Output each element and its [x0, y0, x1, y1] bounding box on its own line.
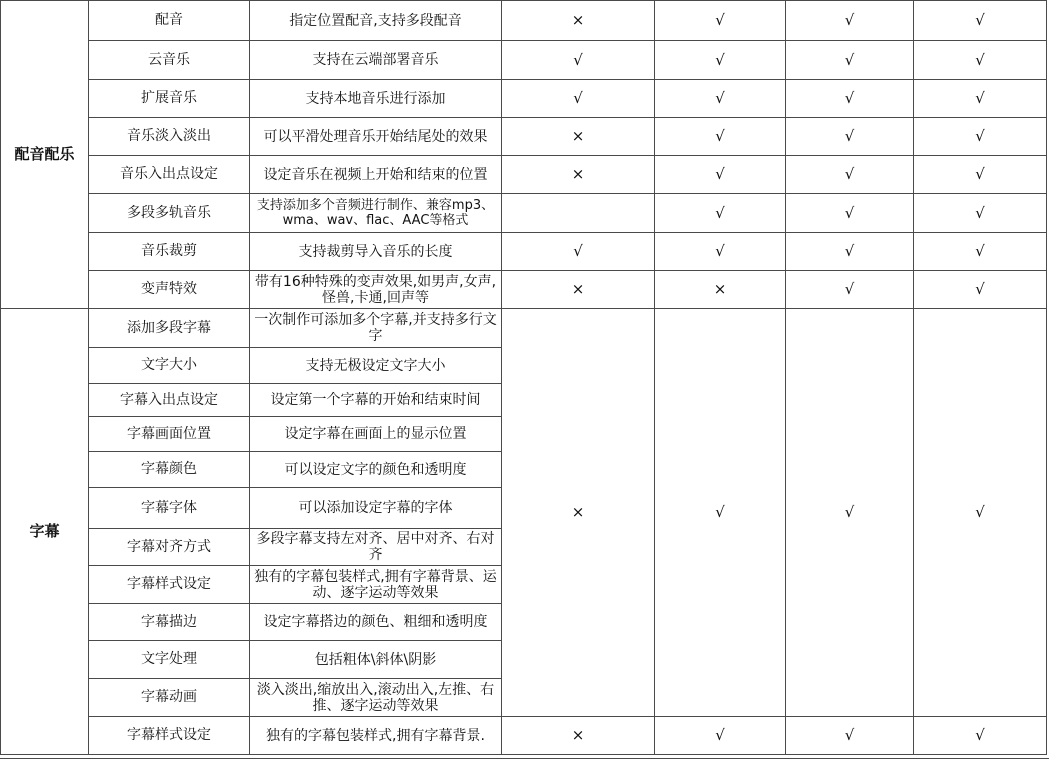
feature-cell: 配音 — [89, 1, 250, 41]
description-cell: 设定字幕搭边的颜色、粗细和透明度 — [250, 604, 502, 641]
feature-cell: 音乐入出点设定 — [89, 156, 250, 194]
mark-cell: √ — [914, 309, 1047, 717]
description-cell: 支持在云端部署音乐 — [250, 41, 502, 80]
mark-cell: √ — [914, 156, 1047, 194]
mark-cell: √ — [655, 717, 786, 755]
feature-cell: 扩展音乐 — [89, 80, 250, 118]
feature-cell: 字幕画面位置 — [89, 417, 250, 452]
feature-cell: 字幕字体 — [89, 488, 250, 529]
next-row-edge — [0, 758, 1049, 763]
mark-cell: × — [502, 156, 655, 194]
mark-cell: √ — [914, 118, 1047, 156]
description-cell: 一次制作可添加多个字幕,并支持多行文字 — [250, 309, 502, 348]
feature-cell: 字幕入出点设定 — [89, 384, 250, 417]
mark-cell: √ — [786, 271, 914, 309]
mark-cell: √ — [786, 309, 914, 717]
mark-cell: √ — [914, 717, 1047, 755]
mark-cell: √ — [786, 80, 914, 118]
mark-cell: √ — [914, 80, 1047, 118]
category-cell: 字幕 — [1, 309, 89, 755]
mark-cell: √ — [655, 41, 786, 80]
mark-cell: √ — [786, 233, 914, 271]
mark-cell: √ — [655, 156, 786, 194]
description-cell: 独有的字幕包装样式,拥有字幕背景. — [250, 717, 502, 755]
feature-cell: 音乐裁剪 — [89, 233, 250, 271]
mark-cell: √ — [655, 194, 786, 233]
description-cell: 淡入淡出,缩放出入,滚动出入,左推、右推、逐字运动等效果 — [250, 679, 502, 717]
description-cell: 支持本地音乐进行添加 — [250, 80, 502, 118]
feature-cell: 字幕样式设定 — [89, 717, 250, 755]
mark-cell: √ — [786, 717, 914, 755]
table-row — [1, 309, 1047, 348]
feature-cell: 变声特效 — [89, 271, 250, 309]
description-cell: 设定第一个字幕的开始和结束时间 — [250, 384, 502, 417]
feature-cell: 音乐淡入淡出 — [89, 118, 250, 156]
mark-cell: √ — [786, 118, 914, 156]
mark-cell: √ — [914, 1, 1047, 41]
mark-cell — [502, 194, 655, 233]
description-cell: 支持添加多个音频进行制作、兼容mp3、wma、wav、flac、AAC等格式 — [250, 194, 502, 233]
mark-cell: √ — [786, 156, 914, 194]
feature-cell: 文字大小 — [89, 348, 250, 384]
description-cell: 可以平滑处理音乐开始结尾处的效果 — [250, 118, 502, 156]
feature-cell: 字幕动画 — [89, 679, 250, 717]
description-cell: 指定位置配音,支持多段配音 — [250, 1, 502, 41]
mark-cell: √ — [914, 271, 1047, 309]
feature-cell: 文字处理 — [89, 641, 250, 679]
mark-cell: √ — [655, 80, 786, 118]
mark-cell: √ — [655, 233, 786, 271]
mark-cell: × — [502, 271, 655, 309]
description-cell: 支持无极设定文字大小 — [250, 348, 502, 384]
mark-cell: × — [502, 717, 655, 755]
description-cell: 设定字幕在画面上的显示位置 — [250, 417, 502, 452]
feature-cell: 多段多轨音乐 — [89, 194, 250, 233]
feature-cell: 字幕颜色 — [89, 452, 250, 488]
description-cell: 多段字幕支持左对齐、居中对齐、右对齐 — [250, 529, 502, 566]
feature-cell: 字幕描边 — [89, 604, 250, 641]
mark-cell: √ — [502, 80, 655, 118]
mark-cell: √ — [655, 1, 786, 41]
mark-cell: × — [655, 271, 786, 309]
description-cell: 支持裁剪导入音乐的长度 — [250, 233, 502, 271]
mark-cell: √ — [914, 194, 1047, 233]
mark-cell: √ — [914, 41, 1047, 80]
mark-cell: × — [502, 118, 655, 156]
table-row — [1, 118, 1047, 156]
feature-cell: 字幕样式设定 — [89, 566, 250, 604]
mark-cell: √ — [786, 194, 914, 233]
description-cell: 可以添加设定字幕的字体 — [250, 488, 502, 529]
mark-cell: × — [502, 309, 655, 717]
mark-cell: √ — [914, 233, 1047, 271]
feature-cell: 字幕对齐方式 — [89, 529, 250, 566]
description-cell: 包括粗体\斜体\阴影 — [250, 641, 502, 679]
mark-cell: √ — [502, 41, 655, 80]
description-cell: 独有的字幕包装样式,拥有字幕背景、运动、逐字运动等效果 — [250, 566, 502, 604]
description-cell: 可以设定文字的颜色和透明度 — [250, 452, 502, 488]
table-row — [1, 271, 1047, 309]
mark-cell: √ — [655, 118, 786, 156]
description-cell: 带有16种特殊的变声效果,如男声,女声,怪兽,卡通,回声等 — [250, 271, 502, 309]
mark-cell: √ — [655, 309, 786, 717]
table-row — [1, 1, 1047, 41]
table-row — [1, 41, 1047, 80]
mark-cell: × — [502, 1, 655, 41]
mark-cell: √ — [502, 233, 655, 271]
feature-cell: 添加多段字幕 — [89, 309, 250, 348]
feature-cell: 云音乐 — [89, 41, 250, 80]
table-row — [1, 80, 1047, 118]
description-cell: 设定音乐在视频上开始和结束的位置 — [250, 156, 502, 194]
table-row — [1, 717, 1047, 755]
mark-cell: √ — [786, 1, 914, 41]
table-row — [1, 194, 1047, 233]
table-row — [1, 156, 1047, 194]
category-cell: 配音配乐 — [1, 1, 89, 309]
mark-cell: √ — [786, 41, 914, 80]
table-row — [1, 233, 1047, 271]
